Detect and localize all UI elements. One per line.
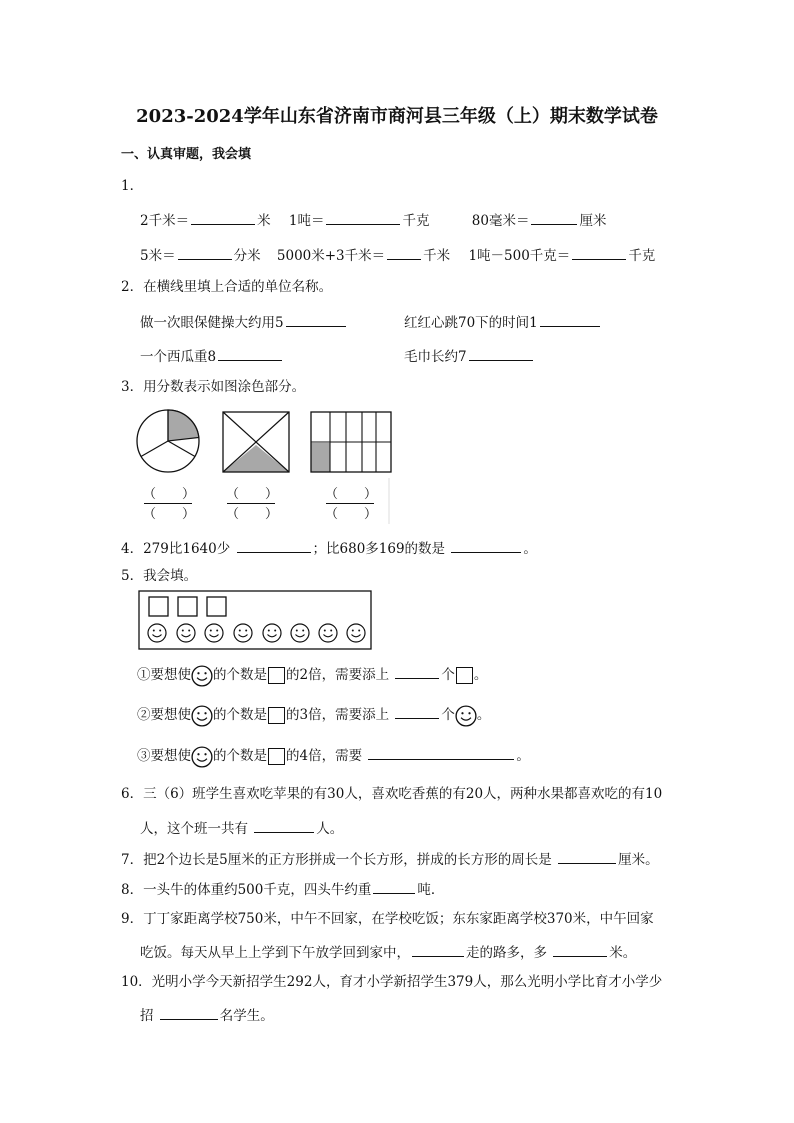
q2-text: 2．在横线里填上合适的单位名称。 [121, 279, 333, 295]
answer-blank[interactable] [469, 348, 533, 361]
q5-l1-b: 的个数是 [213, 667, 267, 683]
q8-part-b: 吨． [417, 882, 445, 898]
q2-b-text: 红红心跳70下的时间1 [404, 315, 538, 331]
q6-line-2 [140, 820, 343, 837]
q2-item-d [404, 348, 535, 365]
q4-line [121, 540, 537, 557]
q8-line [121, 881, 444, 898]
smiley-icon [347, 624, 365, 642]
q10-line-1: 10．光明小学今天新招学生292人，育才小学新招学生379人，那么光明小学比育才小学少 [121, 974, 663, 990]
fraction-2-numerator: （ ） [226, 487, 279, 502]
fraction-3-bar [326, 503, 374, 504]
q1-row2 [140, 247, 655, 264]
section-heading: 一、认真审题，我会填 [121, 147, 252, 162]
q9-part-d: 米。 [609, 945, 637, 961]
square-shape [149, 597, 168, 616]
q2-a-text: 做一次眼保健操大约用5 [140, 315, 284, 331]
answer-blank[interactable] [553, 944, 607, 957]
q5-l2-b: 的个数是 [213, 707, 267, 723]
answer-blank[interactable] [178, 247, 232, 260]
q6-part-b: 人，这个班一共有 [140, 821, 248, 837]
answer-blank[interactable] [387, 247, 421, 260]
smiley-icon [148, 624, 166, 642]
answer-blank[interactable] [540, 314, 600, 327]
answer-blank[interactable] [218, 348, 282, 361]
square-shape [178, 597, 197, 616]
q1-r2-b: 分米 [233, 248, 261, 264]
answer-blank[interactable] [373, 881, 415, 894]
smiley-icon [291, 624, 309, 642]
q1-r1-c: 1吨＝ [288, 213, 325, 229]
q7-part-a: 7．把2个边长是5厘米的正方形拼成一个长方形，拼成的长方形的周长是 [121, 852, 552, 868]
q10-part-c: 名学生。 [219, 1008, 274, 1024]
answer-blank[interactable] [412, 944, 464, 957]
answer-blank[interactable] [237, 540, 311, 553]
q6-part-c: 人。 [316, 821, 344, 837]
square-icon [268, 707, 285, 724]
answer-blank[interactable] [558, 851, 616, 864]
answer-blank[interactable] [531, 212, 577, 225]
q5-l3-a: ③要想使 [137, 748, 191, 764]
q3-text: 3．用分数表示如图涂色部分。 [121, 379, 306, 395]
q5-line-2 [137, 704, 490, 726]
q9-line-2 [140, 944, 636, 961]
answer-blank[interactable] [451, 540, 521, 553]
smiley-icon [205, 624, 223, 642]
q7-part-b: 厘米。 [618, 852, 659, 868]
answer-blank[interactable] [395, 666, 439, 679]
smiley-icon [191, 705, 213, 727]
smiley-icon [191, 746, 213, 768]
q1-r2-f: 千克 [628, 248, 656, 264]
smiley-icon [191, 665, 213, 687]
circle-figure [137, 410, 199, 472]
answer-blank[interactable] [160, 1007, 218, 1020]
q5-l2-d: 个 [441, 707, 455, 723]
q2-d-text: 毛巾长约7 [404, 349, 467, 365]
q1-r1-d: 千克 [402, 213, 430, 229]
q2-item-c [140, 348, 284, 365]
q5-l1-d: 个 [441, 667, 455, 683]
answer-blank[interactable] [286, 314, 346, 327]
q5-l3-b: 的个数是 [213, 748, 267, 764]
q1-row1 [140, 212, 606, 229]
square-icon [456, 667, 473, 684]
q5-l1-e: 。 [473, 667, 488, 683]
q5-picture-box [138, 590, 374, 652]
q2-item-b [404, 314, 602, 331]
q5-l2-a: ②要想使 [137, 707, 191, 723]
answer-blank[interactable] [191, 212, 255, 225]
q5-l2-c: 的3倍，需要添上 [286, 707, 390, 723]
smiley-icon [319, 624, 337, 642]
smiley-icon [263, 624, 281, 642]
q1-r1-f: 厘米 [579, 213, 607, 229]
answer-blank[interactable] [395, 706, 439, 719]
q10-part-b: 招 [140, 1008, 154, 1024]
q9-part-b: 吃饭。每天从早上上学到下午放学回到家中， [140, 945, 410, 961]
fraction-3-denominator: （ ） [325, 507, 378, 522]
q5-l3-d: 。 [516, 748, 530, 764]
smiley-icon [234, 624, 252, 642]
q1-number: 1． [121, 178, 144, 194]
q5-line-1 [137, 664, 487, 686]
square-shape [207, 597, 226, 616]
q5-l1-c: 的2倍，需要添上 [286, 667, 390, 683]
q1-r2-a: 5米＝ [140, 248, 176, 264]
answer-blank[interactable] [572, 247, 626, 260]
q6-line-1: 6．三（6）班学生喜欢吃苹果的有30人，喜欢吃香蕉的有20人，两种水果都喜欢吃的有10 [121, 786, 663, 802]
q1-r1-e: 80毫米＝ [471, 213, 530, 229]
square-icon [268, 748, 285, 765]
q4-part-a: 4．279比1640少 [121, 541, 231, 557]
q7-line [121, 851, 659, 868]
fraction-1-bar [144, 503, 192, 504]
page-title: 2023-2024学年山东省济南市商河县三年级（上）期末数学试卷 [136, 106, 658, 127]
q10-line-2 [140, 1007, 274, 1024]
smiley-icon [455, 705, 477, 727]
q5-l3-c: 的4倍，需要 [286, 748, 363, 764]
q5-line-3 [137, 745, 530, 767]
grid-figure [311, 412, 391, 472]
q2-item-a [140, 314, 348, 331]
q5-l1-a: ①要想使 [137, 667, 191, 683]
q2-c-text: 一个西瓜重8 [140, 349, 217, 365]
answer-blank[interactable] [254, 820, 314, 833]
q5-text: 5．我会填。 [121, 568, 198, 584]
q4-part-c: 。 [523, 541, 537, 557]
q1-r2-d: 千米 [423, 248, 451, 264]
square-icon [268, 667, 285, 684]
q9-line-1: 9．丁丁家距离学校750米，中午不回家，在学校吃饭；东东家距离学校370米，中午回家 [121, 911, 654, 927]
q8-part-a: 8．一头牛的体重约500千克，四头牛约重 [121, 882, 372, 898]
answer-blank[interactable] [326, 212, 400, 225]
q5-l2-e: 。 [476, 707, 491, 723]
q1-r2-c: 5000米+3千米＝ [276, 248, 386, 264]
q1-r2-e: 1吨－500千克＝ [468, 248, 571, 264]
fraction-1-denominator: （ ） [143, 507, 196, 522]
fraction-2-bar [227, 503, 275, 504]
fraction-1-numerator: （ ） [143, 487, 196, 502]
fraction-2-denominator: （ ） [226, 507, 279, 522]
q4-part-b: ；比680多169的数是 [312, 541, 446, 557]
q1-r1-b: 米 [257, 213, 271, 229]
fraction-3-numerator: （ ） [325, 487, 378, 502]
smiley-icon [177, 624, 195, 642]
answer-blank[interactable] [368, 747, 514, 760]
q9-part-c: 走的路多，多 [466, 945, 547, 961]
q1-r1-a: 2千米＝ [140, 213, 190, 229]
square-figure [223, 412, 289, 472]
